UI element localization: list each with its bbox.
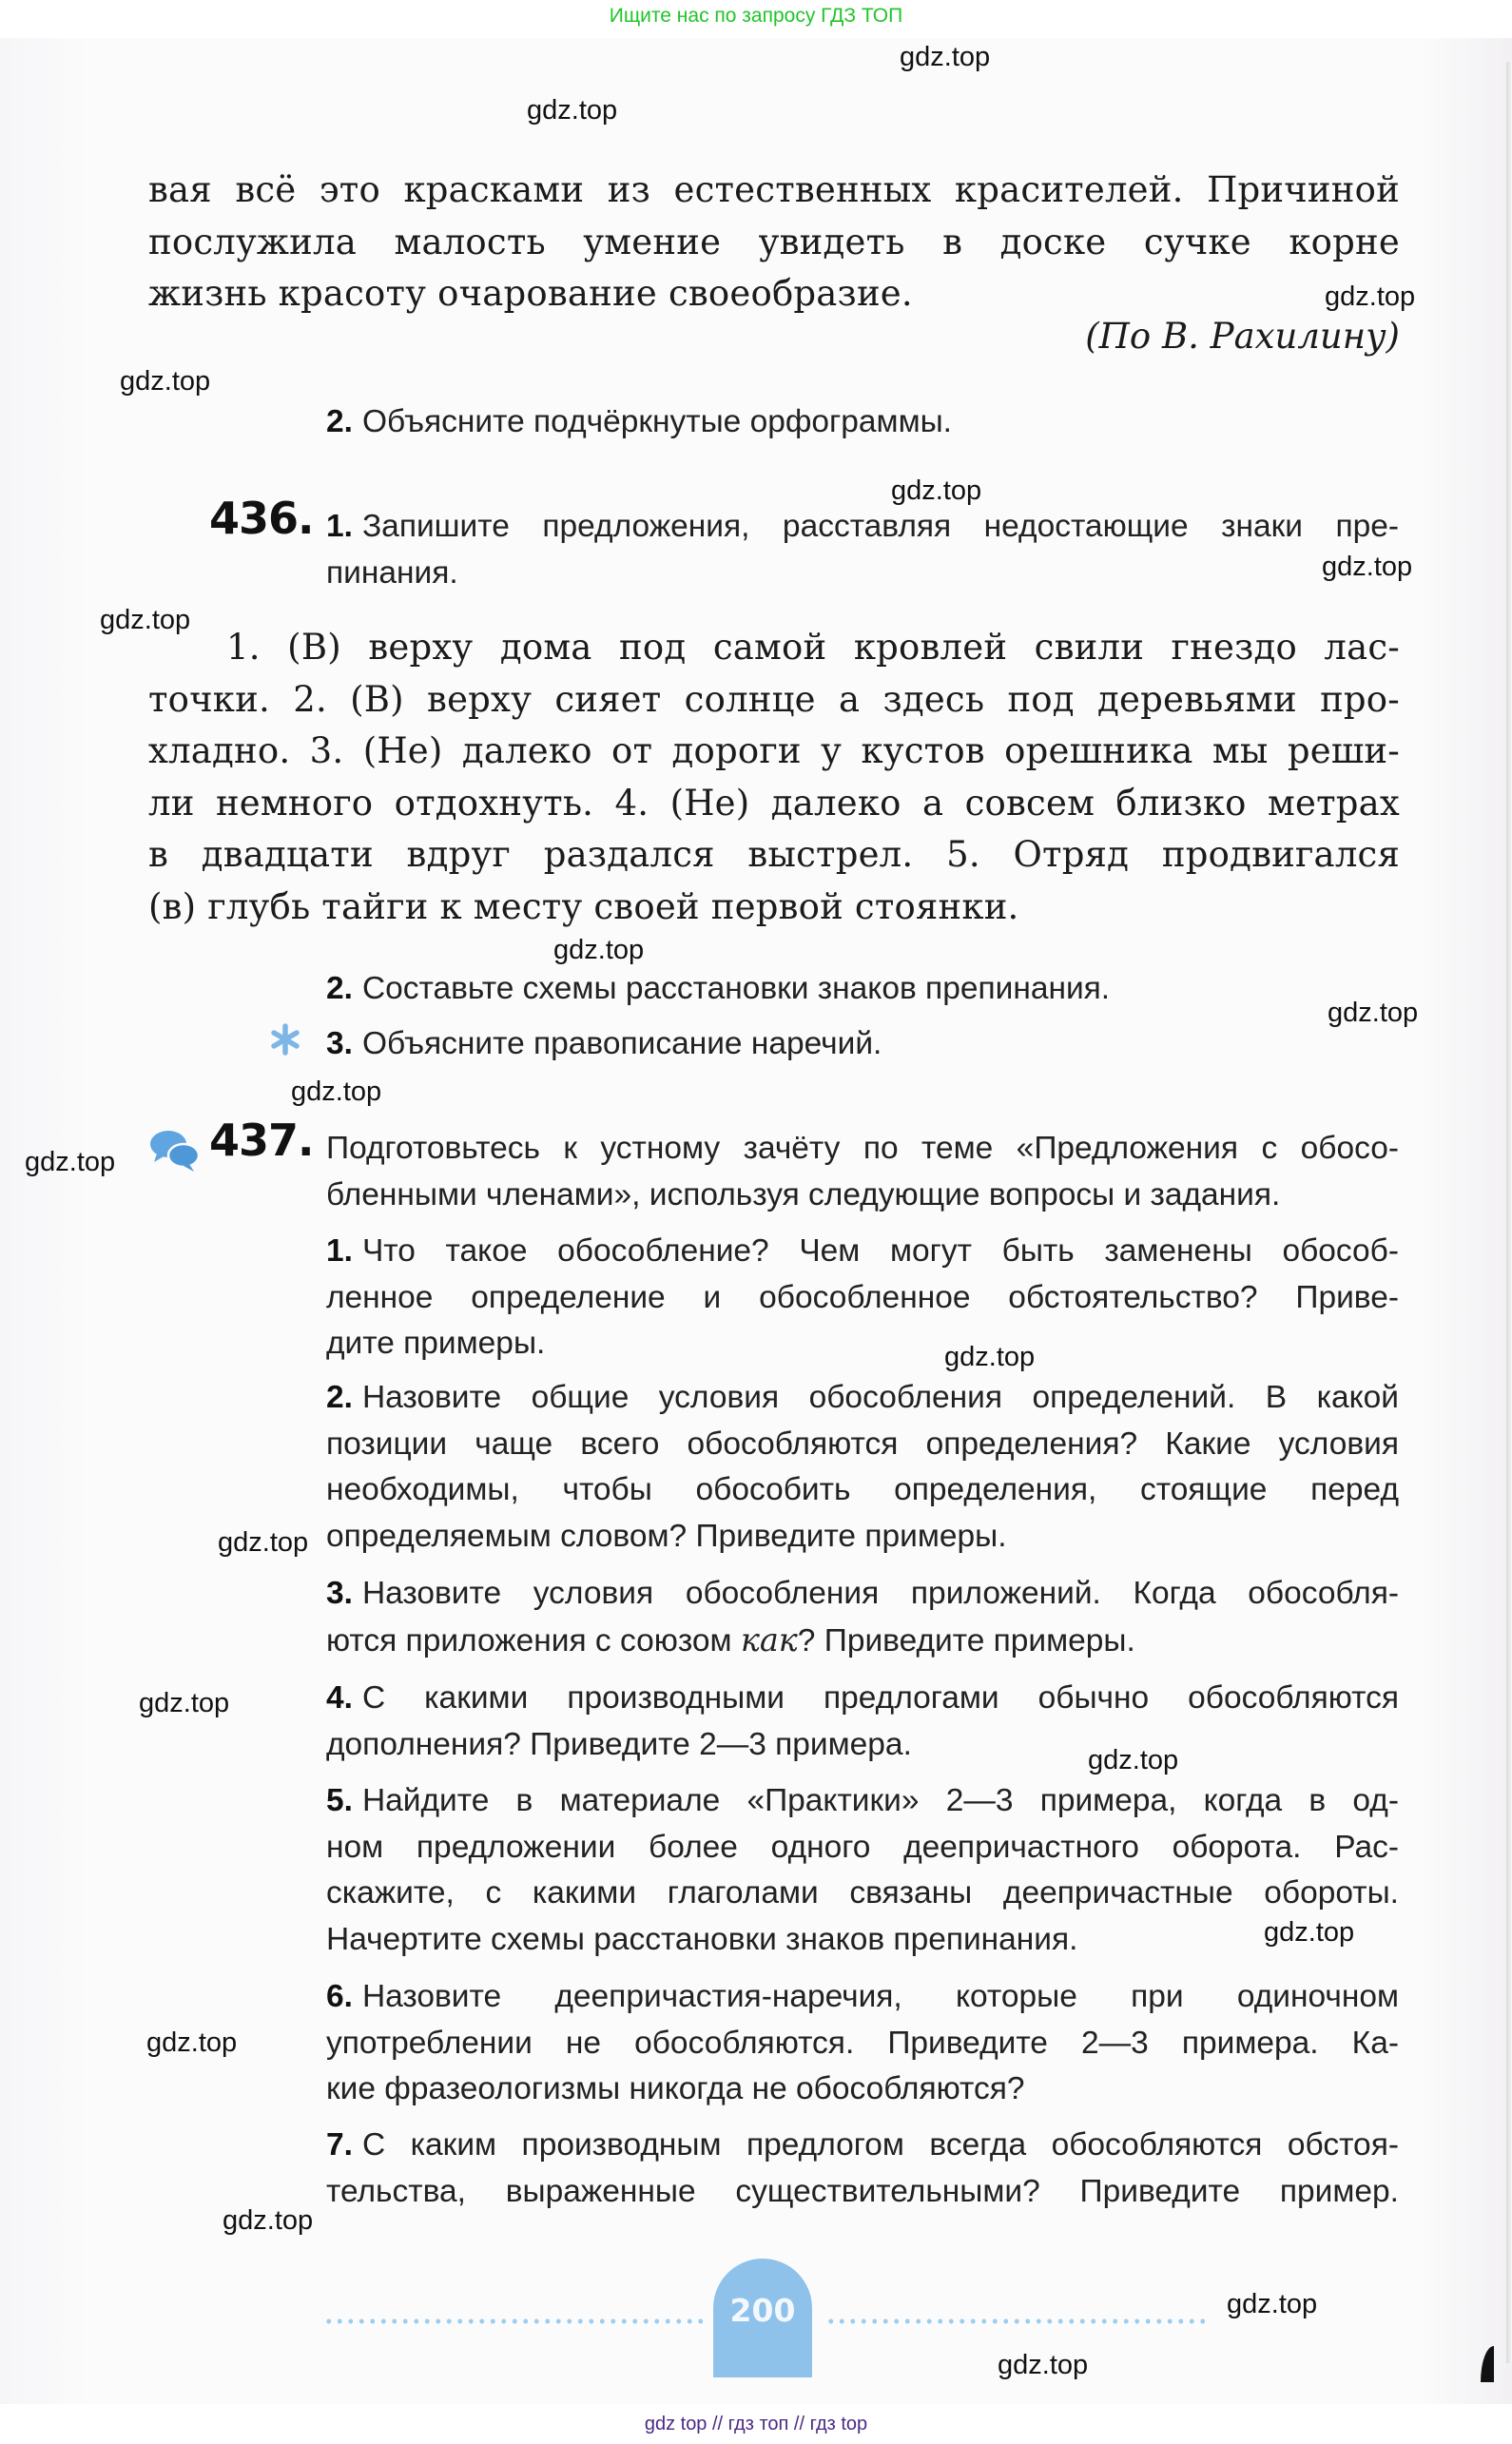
text-line: С каким производным предлогом всегда обособляются обстоя- (361, 2127, 1399, 2163)
text-line: точки. 2. (В) верху сияет солнце а здесь под деревьями про- (148, 678, 1400, 720)
previous-exercise-text (148, 165, 1400, 320)
text-line: Подготовьтесь к устному зачёту по теме «Предложения с обосо- (326, 1131, 1399, 1166)
watermark: gdz.top (891, 475, 982, 506)
task-number: 2. (326, 404, 353, 439)
task-text: Запишите предложения, расставляя недостающие знаки пре- (361, 509, 1399, 544)
question-4 (326, 1676, 1399, 1768)
top-banner-text[interactable]: Ищите нас по запросу ГДЗ ТОП (609, 5, 903, 27)
text-line: (в) глубь тайги к месту своей первой стоянки. (148, 885, 1019, 927)
exercise-436-task-3 (326, 1021, 1399, 1068)
task-text: Объясните подчёркнутые орфограммы. (361, 404, 952, 439)
attribution: (По В. Рахилину) (1085, 316, 1400, 357)
exercise-436-sentences (148, 622, 1400, 933)
task-number: 1. (326, 509, 353, 544)
question-number: 1. (326, 1233, 353, 1269)
question-number: 5. (326, 1783, 353, 1818)
watermark: gdz.top (944, 1342, 1036, 1372)
page-number: 200 (729, 2292, 796, 2329)
exercise-number-437: 437. (209, 1115, 314, 1166)
watermark: gdz.top (998, 2350, 1089, 2380)
text-line: дополнения? Приведите 2—3 примера. (326, 1726, 912, 1762)
dotted-rule-right (825, 2318, 1206, 2325)
speech-bubbles-icon (147, 1128, 203, 1174)
page-edge-shadow (1506, 62, 1512, 2363)
watermark: gdz.top (1328, 998, 1419, 1028)
question-number: 2. (326, 1380, 353, 1415)
footer-banner-text[interactable]: gdz top // гдз топ // гдз top (644, 2414, 868, 2434)
watermark: gdz.top (218, 1527, 309, 1558)
question-7 (326, 2123, 1399, 2215)
watermark: gdz.top (553, 935, 645, 965)
dotted-rule-left (323, 2318, 704, 2325)
question-number: 7. (326, 2127, 353, 2163)
watermark: gdz.top (1322, 552, 1413, 582)
text-line: Что такое обособление? Чем могут быть заменены обособ- (361, 1233, 1399, 1269)
watermark: gdz.top (146, 2027, 238, 2058)
text-line: употреблении не обособляются. Приведите 2—3 примера. Ка- (326, 2025, 1399, 2061)
text-line: ли немного отдохнуть. 4. (Не) далеко а совсем близко метрах (148, 782, 1400, 824)
top-banner (0, 0, 1512, 38)
exercise-number-436: 436. (209, 493, 314, 544)
text-line: Назовите деепричастия-наречия, которые при одиночном (361, 1979, 1399, 2014)
watermark: gdz.top (120, 366, 211, 397)
text-line: ? Приведите примеры. (797, 1622, 1135, 1658)
watermark: gdz.top (1325, 281, 1416, 312)
question-number: 3. (326, 1576, 353, 1611)
watermark: gdz.top (100, 605, 191, 635)
text-line: Назовите общие условия обособления определений. В какой (361, 1380, 1399, 1415)
text-line: С какими производными предлогами обычно обособляются (361, 1680, 1399, 1716)
text-line: Начертите схемы расстановки знаков препинания. (326, 1921, 1078, 1957)
task-text: Объясните правописание наречий. (361, 1026, 882, 1061)
text-line: необходимы, чтобы обособить определения, стоящие перед (326, 1472, 1399, 1507)
previous-exercise-task-2 (326, 399, 1399, 446)
question-6 (326, 1974, 1399, 2113)
watermark: gdz.top (527, 95, 618, 126)
text-line: послужила малость умение увидеть в доске сучке корне (148, 221, 1400, 262)
watermark: gdz.top (291, 1077, 382, 1107)
task-text: пинания. (326, 554, 458, 591)
text-line: в двадцати вдруг раздался выстрел. 5. Отряд продвигался (148, 834, 1400, 875)
question-number: 4. (326, 1680, 353, 1716)
question-3 (326, 1571, 1399, 1663)
text-line: 1. (В) верху дома под самой кровлей свили гнездо лас- (226, 627, 1400, 668)
text-line: тельства, выраженные существительными? Приведите пример. (326, 2173, 1399, 2209)
task-text: Составьте схемы расстановки знаков препинания. (361, 971, 1111, 1006)
watermark: gdz.top (1227, 2289, 1318, 2319)
watermark: gdz.top (1088, 1745, 1179, 1775)
italic-word: как (740, 1620, 798, 1658)
question-2 (326, 1375, 1399, 1560)
text-line: вая всё это красками из естественных красителей. Причиной (148, 169, 1400, 210)
question-5 (326, 1778, 1399, 1963)
text-line: дите примеры. (326, 1326, 546, 1361)
text-line: хладно. 3. (Не) далеко от дороги у кустов орешника мы реши- (148, 730, 1400, 771)
text-line: жизнь красоту очарование своеобразие. (148, 273, 913, 314)
watermark: gdz.top (900, 42, 991, 72)
text-line: бленными членами», используя следующие вопросы и задания. (326, 1176, 1281, 1212)
question-1 (326, 1229, 1399, 1367)
page-number-tab (713, 2259, 812, 2377)
footer-banner (0, 2404, 1512, 2444)
exercise-437-intro (326, 1126, 1399, 1218)
task-number: 2. (326, 971, 353, 1006)
text-line: скажите, с какими глаголами связаны деепричастные обороты. (326, 1875, 1399, 1911)
text-line: ются приложения с союзом (326, 1622, 741, 1658)
exercise-436-task-1 (326, 504, 1399, 596)
text-line: ленное определение и обособленное обстоятельство? Приве- (326, 1279, 1399, 1315)
text-line: кие фразеологизмы никогда не обособляются? (326, 2071, 1025, 2106)
text-line: определяемым словом? Приведите примеры. (326, 1518, 1007, 1554)
watermark: gdz.top (223, 2205, 314, 2236)
text-line: ном предложении более одного деепричастного оборота. Рас- (326, 1829, 1399, 1865)
watermark: gdz.top (1264, 1917, 1355, 1948)
task-number: 3. (326, 1026, 353, 1061)
text-line: Найдите в материале «Практики» 2—3 примера, когда в од- (361, 1783, 1399, 1818)
watermark: gdz.top (25, 1147, 116, 1177)
text-line: Назовите условия обособления приложений. Когда обособля- (361, 1576, 1399, 1611)
question-number: 6. (326, 1979, 353, 2014)
asterisk-icon (269, 1023, 301, 1056)
text-line: позиции чаще всего обособляются определения? Какие условия (326, 1426, 1399, 1462)
exercise-436-task-2 (326, 966, 1399, 1013)
watermark: gdz.top (139, 1688, 230, 1718)
